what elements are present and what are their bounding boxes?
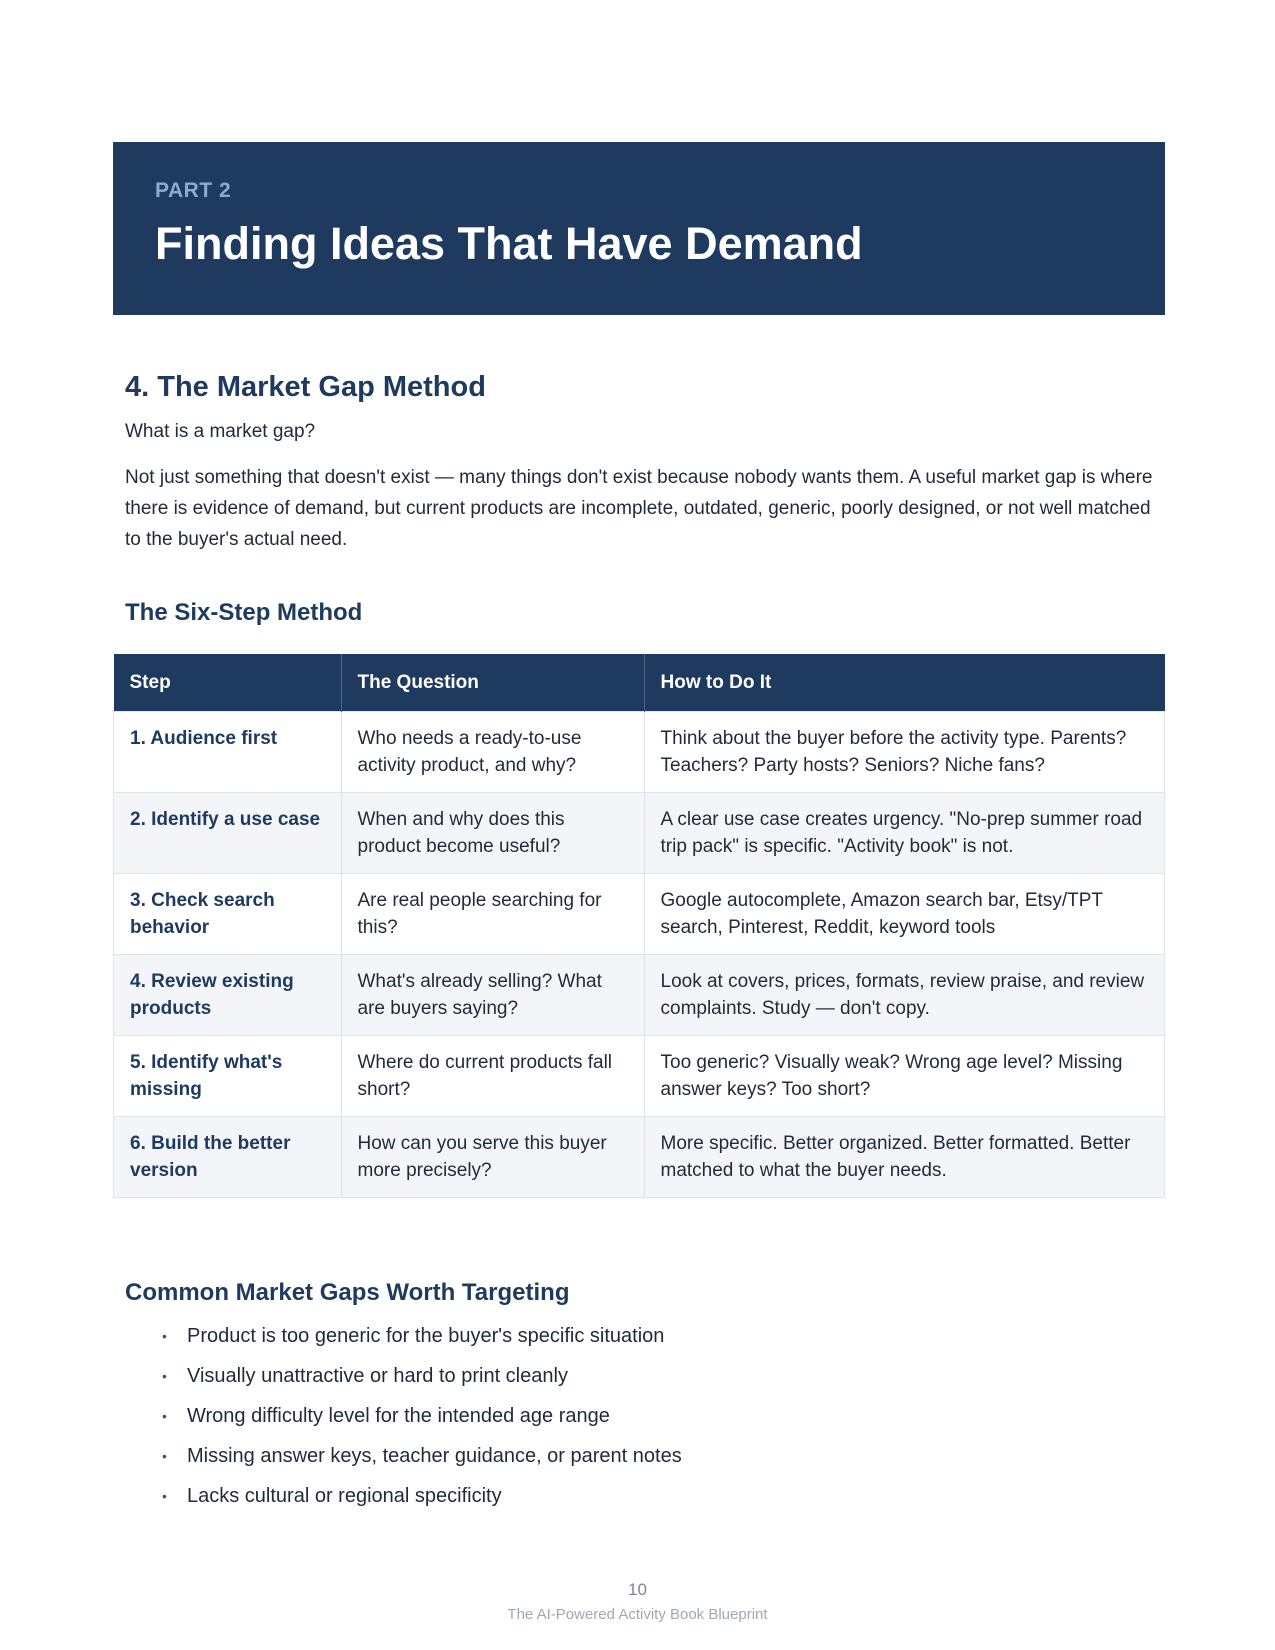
list-item-text: Missing answer keys, teacher guidance, or parent notes — [187, 1445, 682, 1467]
page-number: 10 — [628, 1580, 647, 1599]
how-cell: A clear use case creates urgency. "No-prep summer road trip pack" is specific. "Activity book" is not. — [644, 793, 1165, 874]
table-row — [114, 955, 1165, 1036]
table-header-row — [114, 654, 1165, 712]
footer-book-title: The AI-Powered Activity Book Blueprint — [507, 1606, 768, 1623]
column-header-how: How to Do It — [644, 654, 1165, 712]
how-cell: Look at covers, prices, formats, review praise, and review complaints. Study — don't copy. — [644, 955, 1165, 1036]
part-banner — [113, 142, 1165, 315]
step-cell: 3. Check search behavior — [114, 874, 342, 955]
table-row — [114, 1036, 1165, 1117]
step-cell: 2. Identify a use case — [114, 793, 342, 874]
gaps-heading: Common Market Gaps Worth Targeting — [125, 1279, 570, 1306]
method-heading: The Six-Step Method — [125, 599, 363, 626]
list-item — [160, 1356, 682, 1396]
list-item-text: Lacks cultural or regional specificity — [187, 1485, 502, 1507]
question-cell: Are real people searching for this? — [341, 874, 644, 955]
column-header-question: The Question — [341, 654, 644, 712]
section-heading: 4. The Market Gap Method — [125, 371, 486, 403]
step-cell: 4. Review existing products — [114, 955, 342, 1036]
table-row — [114, 793, 1165, 874]
section-body: Not just something that doesn't exist — many things don't exist because nobody wants them. A useful market gap is where there is evidence of demand, but current products are incomplete, outdated, generic, poorly designed, or not well matched to the buyer's actual need. — [125, 467, 1153, 550]
step-cell: 5. Identify what's missing — [114, 1036, 342, 1117]
list-item-text: Product is too generic for the buyer's specific situation — [187, 1325, 665, 1347]
section-question: What is a market gap? — [125, 421, 316, 442]
column-header-step: Step — [114, 654, 342, 712]
bullet-icon: • — [162, 1448, 167, 1464]
six-step-table — [113, 654, 1165, 1198]
question-cell: Where do current products fall short? — [341, 1036, 644, 1117]
gaps-list — [160, 1316, 682, 1516]
part-label: PART 2 — [155, 179, 232, 202]
bullet-icon: • — [162, 1408, 167, 1424]
table-row — [114, 712, 1165, 793]
bullet-icon: • — [162, 1488, 167, 1504]
list-item — [160, 1476, 682, 1516]
table-row — [114, 874, 1165, 955]
part-title: Finding Ideas That Have Demand — [155, 218, 863, 269]
question-cell: What's already selling? What are buyers saying? — [341, 955, 644, 1036]
list-item — [160, 1316, 682, 1356]
step-cell: 1. Audience first — [114, 712, 342, 793]
step-cell: 6. Build the better version — [114, 1117, 342, 1198]
list-item-text: Wrong difficulty level for the intended age range — [187, 1405, 610, 1427]
table-row — [114, 1117, 1165, 1198]
how-cell: More specific. Better organized. Better formatted. Better matched to what the buyer needs. — [644, 1117, 1165, 1198]
question-cell: Who needs a ready-to-use activity product, and why? — [341, 712, 644, 793]
bullet-icon: • — [162, 1368, 167, 1384]
how-cell: Think about the buyer before the activity type. Parents? Teachers? Party hosts? Seniors? Niche fans? — [644, 712, 1165, 793]
how-cell: Too generic? Visually weak? Wrong age level? Missing answer keys? Too short? — [644, 1036, 1165, 1117]
bullet-icon: • — [162, 1328, 167, 1344]
list-item — [160, 1436, 682, 1476]
question-cell: How can you serve this buyer more precisely? — [341, 1117, 644, 1198]
how-cell: Google autocomplete, Amazon search bar, Etsy/TPT search, Pinterest, Reddit, keyword tools — [644, 874, 1165, 955]
list-item-text: Visually unattractive or hard to print cleanly — [187, 1365, 568, 1387]
question-cell: When and why does this product become useful? — [341, 793, 644, 874]
list-item — [160, 1396, 682, 1436]
